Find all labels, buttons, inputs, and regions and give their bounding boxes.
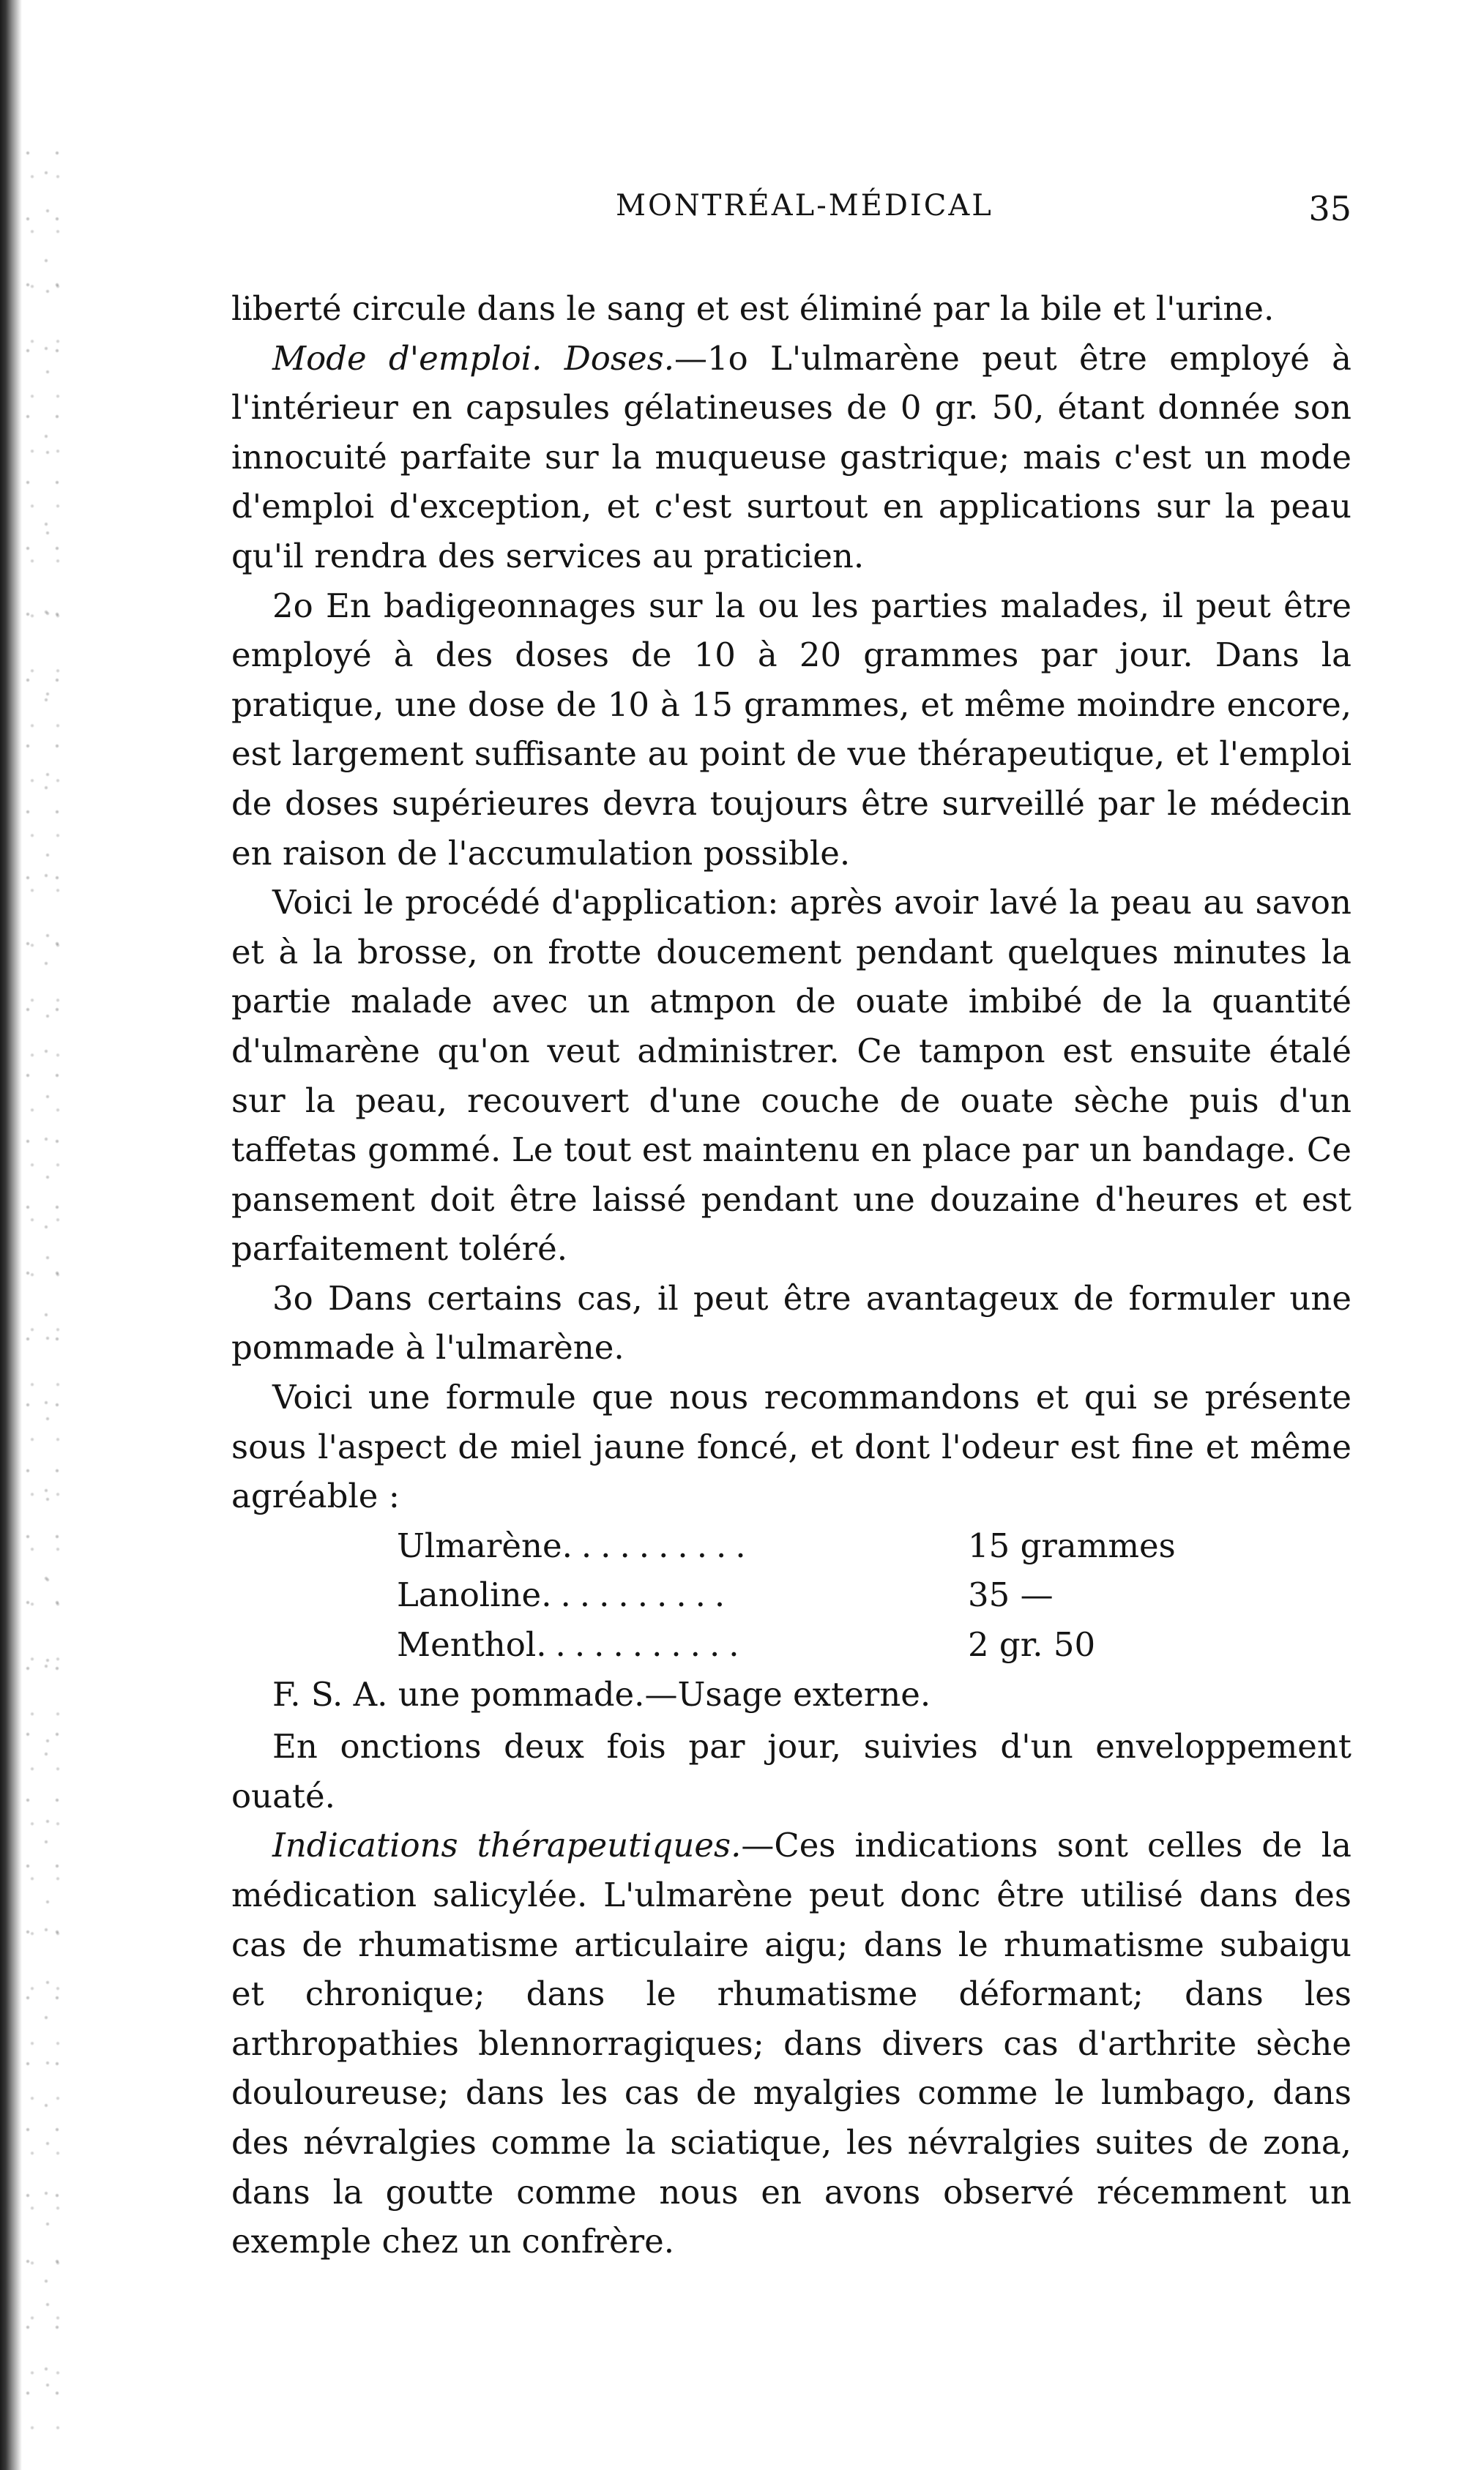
section-title-mode-emploi: Mode d'emploi.	[272, 338, 542, 378]
paragraph-1	[231, 284, 1351, 334]
recipe-ingredient: Menthol...........	[397, 1625, 748, 1665]
paragraph-onctions-text: En onctions deux fois par jour, suivies d'un enveloppement ouaté.	[231, 1727, 1351, 1816]
paragraph-indications-text: —Ces indications sont celles de la médication salicylée. L'ulmarène peut donc être utilisé dans des cas de rhumatisme articulaire aigu; dans le rhumatisme subaigu et chronique; dans le rhumatisme déformant; dans les arthropathies blennorragiques; dans divers cas d'arthrite sèche douloureuse; dans les cas de myalgies comme le lumbago, dans des névralgies comme la sciatique, les névralgies suites de zona, dans la goutte comme nous en avons observé récemment un exemple chez un confrère.	[231, 1826, 1351, 2261]
recipe-row	[397, 1570, 1351, 1620]
section-title-indications: Indications thérapeutiques.	[272, 1826, 742, 1865]
running-head: MONTRÉAL-MÉDICAL	[616, 189, 993, 223]
section-title-doses: Doses.	[564, 338, 674, 378]
paragraph-pommade	[231, 1274, 1351, 1373]
recipe-row	[397, 1521, 1351, 1571]
paragraph-mode-emploi	[231, 334, 1351, 581]
paragraph-onctions	[231, 1722, 1351, 1821]
paragraph-formule	[231, 1373, 1351, 1521]
paragraph-usage	[231, 1670, 1351, 1720]
page-header	[231, 189, 1351, 240]
paragraph-badigeonnages	[231, 581, 1351, 878]
scan-speckle	[22, 146, 66, 2452]
paragraph-procede	[231, 878, 1351, 1274]
page-body	[231, 284, 1351, 2266]
paragraph-indications	[231, 1821, 1351, 2266]
paragraph-usage-text: F. S. A. une pommade.—Usage externe.	[272, 1674, 931, 1714]
recipe-ingredient: Ulmarène..........	[397, 1526, 755, 1565]
recipe-ingredient: Lanoline..........	[397, 1575, 734, 1615]
recipe-quantity: 2 gr. 50	[968, 1625, 1096, 1665]
paragraph-mode-emploi-text: —1o L'ulmarène peut être employé à l'intérieur en capsules gélatineuses de 0 gr. 50, étant donnée son innocuité parfaite sur la muqueuse gastrique; mais c'est un mode d'emploi d'exception, et c'est surtout en applications sur la peau qu'il rendra des services au praticien.	[231, 338, 1351, 575]
paragraph-procede-text: Voici le procédé d'application: après avoir lavé la peau au savon et à la brosse, on frotte doucement pendant quelques minutes la partie malade avec un atmpon de ouate imbibé de la quantité d'ulmarène qu'on veut administrer. Ce tampon est ensuite étalé sur la peau, recouvert d'une couche de ouate sèche puis d'un taffetas gommé. Le tout est maintenu en place par un bandage. Ce pansement doit être laissé pendant une douzaine d'heures et est parfaitement toléré.	[231, 883, 1351, 1269]
paragraph-formule-text: Voici une formule que nous recommandons et qui se présente sous l'aspect de miel jaune foncé, et dont l'odeur est fine et même agréable :	[231, 1378, 1351, 1516]
recipe-table	[231, 1521, 1351, 1670]
paragraph-badigeonnages-text: 2o En badigeonnages sur la ou les parties malades, il peut être employé à des doses de 10 à 20 grammes par jour. Dans la pratique, une dose de 10 à 15 grammes, et même moindre encore, est largement suffisante au point de vue thérapeutique, et l'emploi de doses supérieures devra toujours être surveillé par le médecin en raison de l'accumulation possible.	[231, 586, 1351, 873]
recipe-quantity: 15 grammes	[968, 1526, 1176, 1565]
recipe-row	[397, 1620, 1351, 1670]
binding-shadow	[0, 0, 22, 2470]
recipe-quantity: 35 —	[968, 1575, 1054, 1615]
paragraph-1-text: liberté circule dans le sang et est éliminé par la bile et l'urine.	[231, 289, 1275, 328]
page-number: 35	[1308, 189, 1351, 228]
paragraph-pommade-text: 3o Dans certains cas, il peut être avantageux de formuler une pommade à l'ulmarène.	[231, 1278, 1351, 1368]
